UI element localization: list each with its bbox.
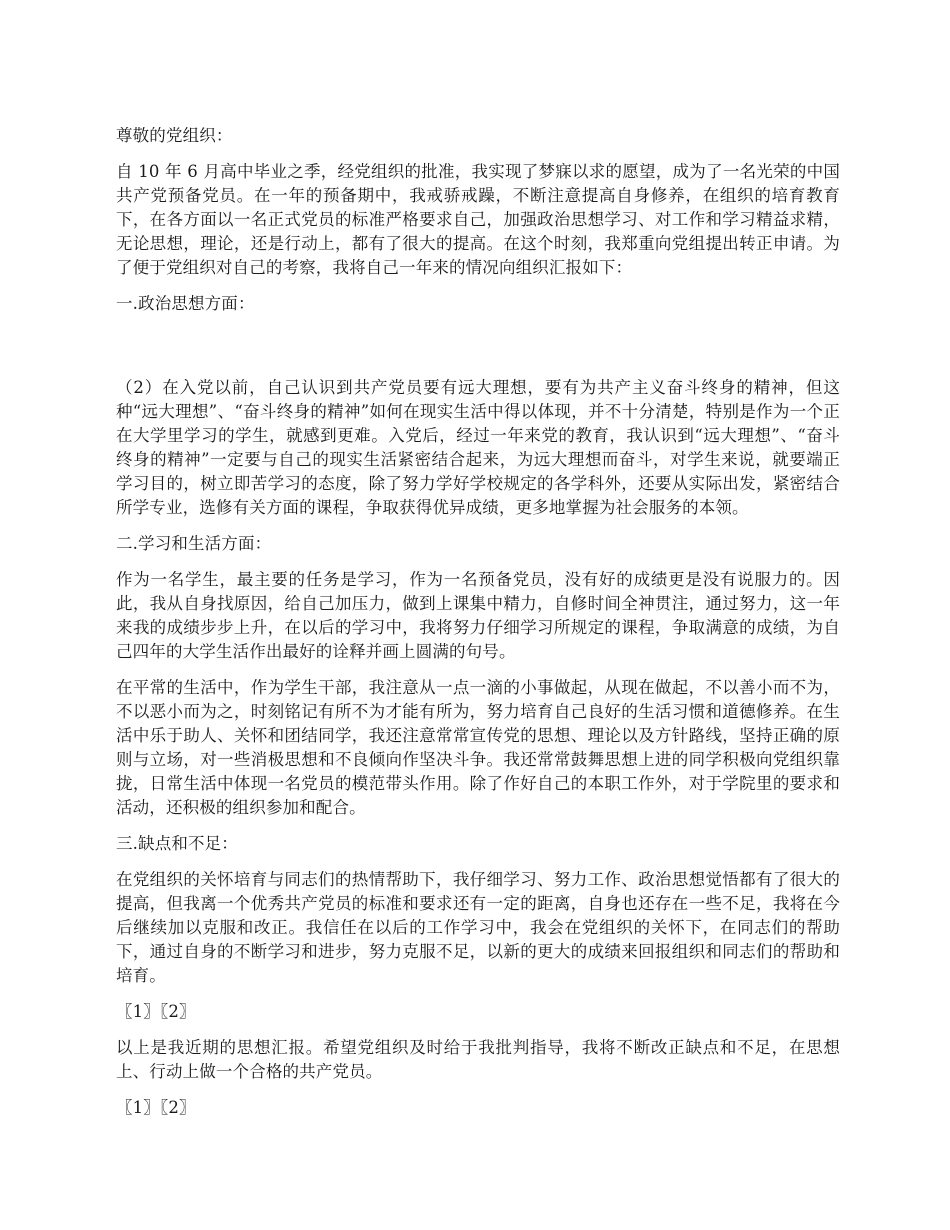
page-marker: 〖1〗〖2〗 — [116, 1098, 196, 1117]
section2-paragraph-study: 作为一名学生，最主要的任务是学习，作为一名预备党员，没有好的成绩更是没有说服力的。因此，我从自身找原因，给自己加压力，做到上课集中精力，自修时间全神贯注，通过努力，这一年来我的成绩步步上升，在以后的学习中，我将努力仔细学习所规定的课程，争取满意的成绩，为自己四年的大学生活作出最好的诠释并画上圆满的句号。 — [116, 570, 840, 661]
section1-paragraph: （2）在入党以前，自己认识到共产党员要有远大理想，要有为共产主义奋斗终身的精神，但这种“远大理想”、“奋斗终身的精神”如何在现实生活中得以体现，并不十分清楚，特别是作为一个正在大学里学习的学生，就感到更难。入党后，经过一年来党的教育，我认识到“远大理想”、“奋斗终身的精神”一定要与自己的现实生活紧密结合起来，为远大理想而奋斗，对学生来说，就要端正学习目的，树立即苦学习的态度，除了努力学好学校规定的各学科外，还要从实际出发，紧密结合所学专业，选修有关方面的课程，争取获得优异成绩，更多地掌握为社会服务的本领。 — [116, 378, 840, 517]
intro-paragraph: 自 10 年 6 月高中毕业之季，经党组织的批准，我实现了梦寐以求的愿望，成为了一名光荣的中国共产党预备党员。在一年的预备期中，我戒骄戒躁，不断注意提高自身修养，在组织的培育教育下，在各方面以一名正式党员的标准严格要求自己，加强政治思想学习、对工作和学习精益求精，无论思想，理论，还是行动上，都有了很大的提高。在这个时刻，我郑重向党组提出转正申请。为了便于党组织对自己的考察，我将自己一年来的情况向组织汇报如下： — [116, 162, 840, 277]
section1-heading: 一.政治思想方面： — [116, 294, 255, 313]
section3-paragraph: 在党组织的关怀培育与同志们的热情帮助下，我仔细学习、努力工作、政治思想觉悟都有了很大的提高，但我离一个优秀共产党员的标准和要求还有一定的距离，自身也还存在一些不足，我将在今后继续加以克服和改正。我信任在以后的工作学习中，我会在党组织的关怀下，在同志们的帮助下，通过自身的不断学习和进步，努力克服不足，以新的更大的成绩来回报组织和同志们的帮助和培育。 — [116, 870, 840, 985]
section2-paragraph-life: 在平常的生活中，作为学生干部，我注意从一点一滴的小事做起，从现在做起，不以善小而不为，不以恶小而为之，时刻铭记有所不为才能有所为，努力培育自己良好的生活习惯和道德修养。在生活中乐于助人、关怀和团结同学，我还注意常常宣传党的思想、理论以及方针路线，坚持正确的原则与立场，对一些消极思想和不良倾向作坚决斗争。我还常常鼓舞思想上进的同学积极向党组织靠拢，日常生活中体现一名党员的模范带头作用。除了作好自己的本职工作外，对于学院里的要求和活动，还积极的组织参加和配合。 — [116, 678, 840, 817]
section2-heading: 二.学习和生活方面： — [116, 534, 272, 553]
closing-paragraph: 以上是我近期的思想汇报。希望党组织及时给于我批判指导，我将不断改正缺点和不足，在思想上、行动上做一个合格的共产党员。 — [116, 1038, 840, 1081]
salutation: 尊敬的党组织： — [116, 126, 233, 145]
document-body — [116, 124, 840, 1120]
page-marker: 〖1〗〖2〗 — [116, 1002, 196, 1021]
section3-heading: 三.缺点和不足： — [116, 834, 238, 853]
